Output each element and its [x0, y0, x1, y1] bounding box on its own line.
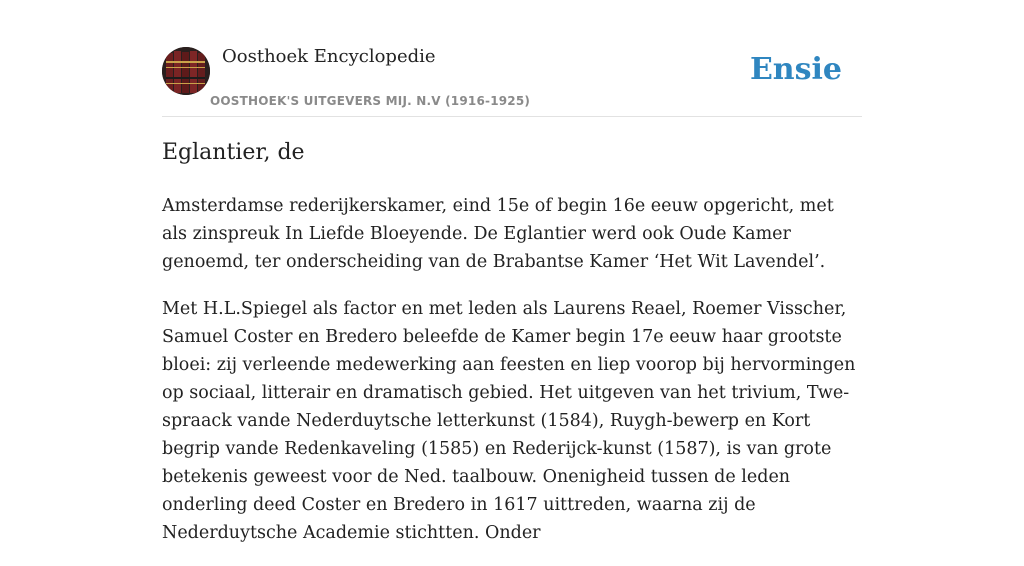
brand-logo[interactable]: Ensie — [749, 52, 842, 87]
header — [162, 0, 862, 117]
page — [162, 0, 862, 543]
source-title[interactable]: Oosthoek Encyclopedie — [222, 46, 436, 67]
paragraph: Met H.L.Spiegel als factor en met leden als Laurens Reael, Roemer Visscher, Samuel Coster en Bredero beleefde de Kamer begin 17e eeuw haar grootste bloei: zij verleende medewerking aan feesten en liep voorop bij hervormingen op sociaal, litterair en dramatisch gebied. Het uitgeven van het trivium, Twe-spraack vande Nederduytsche letterkunst (1584), Ruygh-bewerp en Kort begrip vande Redenkaveling (1585) en Rederijck-kunst (1587), is van grote betekenis geweest voor de Ned. taalbouw. Onenigheid tussen de leden onderling deed Coster en Bredero in 1617 uittreden, waarna zij de Nederduytsche Academie stichtten. Onder — [162, 299, 856, 543]
paragraph: Amsterdamse rederijkerskamer, eind 15e of begin 16e eeuw opgericht, met als zinspreuk In Liefde Bloeyende. De Eglantier werd ook Oude Kamer genoemd, ter onderscheiding van de Brabantse Kamer ‘Het Wit Lavendel’. — [162, 196, 834, 272]
publisher-label: OOSTHOEK'S UITGEVERS MIJ. N.V (1916-1925) — [210, 94, 531, 108]
article-body — [162, 192, 862, 566]
article-title: Eglantier, de — [162, 140, 305, 165]
book-spines-icon[interactable] — [162, 47, 210, 95]
